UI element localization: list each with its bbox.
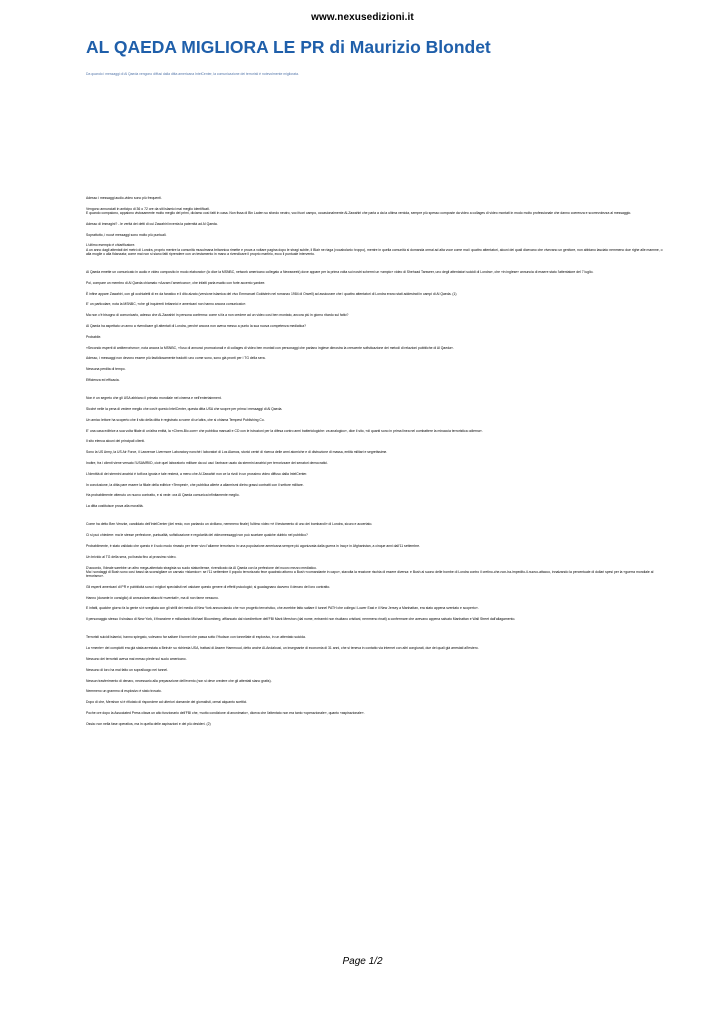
site-url[interactable]: www.nexusedizioni.it xyxy=(311,12,414,23)
body-paragraph: L'identità di dei stermini anatrici è tutt'ora ignota e tale resterà, a meno che Al Zawahiri non ce la rivoli in un prossimo video diffuso dalla IntelCenter. xyxy=(86,471,308,476)
body-paragraph: Soprattutto, i nuovi messaggi sono molto più puntuali. xyxy=(86,232,167,237)
body-paragraph: Nessuna perdita di tempo. xyxy=(86,367,126,372)
body-paragraph: Probabile. xyxy=(86,334,102,339)
body-paragraph: Gli esperti americani di PR e pubblicità sono i migliori specialisti nel valutare questo genere di effetti psicologici; si guadagnano davvero il denaro del loro contratto. xyxy=(86,584,331,589)
body-paragraph: Ma non c'è bisogno di comunicarlo, adesso che Al-Zawahiri in persona conferma: come si fa a non credere ad un video così ben montato, ancora più in giorno ritardo sul fatto? xyxy=(86,313,349,318)
body-paragraph: La ditta costituisce prova alla moralità. xyxy=(86,504,144,509)
body-paragraph: La «mente» dei complotti era già stata arrestata a Beirut» su richiesta USA, trattasi di Assem Hammoud, detto anche Al-Andalousi, un insegnante di economia di 31 anni, che si teneva in contatto via internet con altri congiurati, due dei quali già arrestati all'estero. xyxy=(86,646,479,651)
body-paragraph: Vengono annunciati in anticipo di 36 o 72 ore da siti islamici mai meglio identificati. E quando compaiono, appaiono vistosamente molto meglio del primi, diciamo così fatti in casa. Non fissa di Bin Laden su sfondo neutro, voci fuori campo, occasionalmente Al-Zawahiri che parla a da la ultima ventola, sempre più spesso composte da video a collages di video montati in modo molto professionale che danno coerenza e scorrevolezza al messaggio. xyxy=(86,206,632,215)
body-paragraph: D'accordo, l'ideale sarebbe un altro mega-attentato stragista su suolo statunitense, rivendicato da Al Qaeda con la perfezione del nuovo mezzo mediatico. Ma i sondaggi di Bush sono così bassi da sconsigliare un carnaio «islamico»: se l'11 settembre il popolo terrorizzato fece quadrato attorno a Bush «comandante in capo», stavolta la reazione rischia di essere diversa: e Bush al suono delle bombe di Londra contro il cretino-che-non-ha-impedito-il-nuovo-attacco, innalzando la percentuale di dollari spesi per la «guerra mondiale al terrorismo». xyxy=(86,565,654,578)
body-paragraph: Come ha detto Ben Venzke, candidato dell'IntelCenter (del resto, non parlando un civiliano, nemmeno finale) l'ultimo video «è il testamento di uno dei bombaroli» di Londra, sicuro e accertato. xyxy=(86,522,373,527)
page-number: Page 1/2 xyxy=(342,956,383,967)
body-paragraph: E' una casa editrice a sua volta filiale di un'altra entità, la «Chem-Bio.com» che pubblica manuali e CD con le istruzioni per la difesa contro armi batteriologiche: va analogico», dice il sito, «di quanti sono in prima linea nel combattere la minaccia terroristica odierna». xyxy=(86,428,483,433)
body-paragraph: Un brivido al TG della sera, poi basta fino al prossimo video. xyxy=(86,554,177,559)
body-paragraph: In conclusione, la ditta pare essere la filiale della editrice «Tempest», che pubblica allerte a allarmismi dietro grassi contratti con il settore militare. xyxy=(86,482,304,487)
article-title: AL QAEDA MIGLIORA LE PR di Maurizio Blondet xyxy=(86,37,491,57)
body-paragraph: Efficienza ed efficacia. xyxy=(86,377,120,382)
body-paragraph: Il personaggio stesso il sindaco di New York, il finanziere e miliardario Michael Bloomberg, affiancato dal vicedirettore dell'FBI Mark Mershon (dal nome, entrambi non risultano cristiani, nemmeno rinati) a confermare che avevano appena salvato Manhattan e Wall Street dall'allagamento. xyxy=(86,617,516,622)
body-paragraph: Adesso, i messaggi non devono essere più fastidiosamente tradotti: uno come sono, sono già pronti per i TG della sera. xyxy=(86,356,266,361)
body-paragraph: Poche ore dopo la Associated Press citava un alto funzionario dell'FBI che, «sotto condizione di anonimato», diceva che l'attentato non era tanto «operazionale», quanto «aspirazionale». xyxy=(86,710,365,715)
body-paragraph: E' un particolare, nota la MSNBC, «che gli inquirenti britannici e americani non hanno ancora comunicato». xyxy=(86,302,247,307)
body-paragraph: Non è un segreto che gli USA abbiano il primato mondiale nel cinema e nell'entertainment. xyxy=(86,396,222,401)
body-paragraph: Terroristi suicidi islamici, hanno spiegato, volevano far saltare il tunnel che passa sotto l'Hudson con tonnellate di esplosivo, in un attentato suicida. xyxy=(86,635,306,640)
body-paragraph: Poi, compare un membro di Al Qaeda chiamato «Azzam l'americano», che infatti parla esatto con forte accento yankee. xyxy=(86,280,266,285)
body-paragraph: Nemmeno un grammo di esplosivo è stato trovato. xyxy=(86,689,162,694)
body-paragraph: Al Qaeda emette un comunicato in audio e video composito in modo elaborato» (lo dice la MSNBC, network americano collegato a Newsweek) dove appare per la prima volta sui nostri schermi un «ampio» video di Shehzad Tanweer, uno degli attentatori suicidi di Londra», che «in inglese» annuncia di essere stato l'attentatore del 7 luglio. xyxy=(86,270,594,274)
body-paragraph: Nessun trasferimento di denaro, necessario alla preparazione dell'evento (non si deve credere che gli attentati siano gratis). xyxy=(86,678,272,683)
body-paragraph: Sono la US Army, la US Air Force, il Lawrence Livermore Laboratory nonché i laboratori di Los Alamos, storici centri di ricerca delle armi atomiche e di distruzione di massa, entità militari e segretissime. xyxy=(86,450,388,455)
body-paragraph: Ossia: non nella fase operativa, ma in quella delle aspirazioni e dei più desideri. (2) xyxy=(86,721,211,726)
body-paragraph: Inoltre, fra i clienti viene versato l'USAMRIID, cioè quel laboratorio militare da cui uscì l'antrace usato da stermini anatrici per terrorizzare dei senatori democratici. xyxy=(86,460,328,465)
body-paragraph: Probabilmente, è stato validato che questo è il solo modo rimasto per tener vivo l'allarme terrorismo in una popolazione americana sempre più agonizzata dalla guerra in Iraq e in Afghanistan, a cinque anni dall'11 settembre. xyxy=(86,543,421,548)
body-paragraph: «Secondo esperti di antiterrorismo», nota ancora la MSNBC, «l'uso di annunci promozionali e di collages di video ben montati con personaggi che parlano inglese dimostra la crescente sofisticazione dei metodi di relazioni pubbliche di Al Qaeda». xyxy=(86,345,454,350)
body-paragraph: È infine appare Zawahiri, con gli occhialetti di ex da fanatico e il dito alzato (versione islamica del vivo Emmanuel Goldstein nel romanzo 1984 di Orwell) ad assicurare che i quattro attentatori di Londra erano stati addestrati in campi di Al Qaeda. (1) xyxy=(86,291,457,296)
body-paragraph: Sicché nelle la pena di vedere meglio che cos'è questo IntelCenter, questa ditta USA che scopre per prima i messaggi di Al Qaeda. xyxy=(86,406,283,411)
body-paragraph: Nessuno dei terroristi aveva mai messo piede sul suolo americano. xyxy=(86,656,187,661)
body-paragraph: L'ultimo esempio è chiarificatore. A un anno dagli attentati dei metrò di Londra, proprio mentre la comunità musulmana britannica rimette e prova a voltare pagina dopo le stragi subite, il Blair ne riaga (vocabolario: troppo), mentre in quella comunità si domanda ormai ad alta voce come mai i quattro attentatori, alcuni dei quali dicevano che vivevano un genitore, non abbiano lasciato nemmeno due righe alle mamme, o alla moglie o alla fidanzata; come mai non si siano fatti riprendere con un testamento in mano a rivendicare il proprio martirio, ecco il puntuale intervento. xyxy=(86,243,663,256)
body-paragraph: Hanno (durante in consiglio) di annunciare attacchi «sventati», ma di non farne nessuno. xyxy=(86,595,219,600)
body-paragraph: Al Qaeda ha aspettato un anno a rivendicare gli attentati di Londra, perché ancora non aveva messo a punto la sua nuova competenza mediatica? xyxy=(86,323,306,328)
body-paragraph: Nessuno di loro ha mai fatto un sopralluogo nei tunnel. xyxy=(86,667,168,672)
body-paragraph: Ha probabilmente ottenuto un nuovo contratto, e si vede: ora Al Qaeda comunica infinitamente meglio. xyxy=(86,493,240,498)
body-paragraph: Ci si può chiedere: ma le stesse perfezione, puntualità, sofisticazione e regolarità del videomessaggi non può scartare qualche dubbio nel pubblico? xyxy=(86,533,308,538)
article-subtitle: Da quando i messaggi di Al Qaeda vengono diffusi dalla ditta americana IntelCenter, la comunicazione dei terroristi è notevolmente migliorata. xyxy=(86,72,299,76)
body-paragraph: E infatti, qualche giorno fa la gente si è svegliata con gli strilli dei media di New York annunciando che «un progetto terroristico, che avrebbe fatto saltare il tunnel PATH che collega i Lower East e il New Jersey a Manhattan, era stato appena sventato e scoperto». xyxy=(86,606,479,611)
body-paragraph: Un amico lettore ha scoperto che il sito della ditta è registrato a nome di un'altra, che si chiama Tempest Publishing Co. xyxy=(86,417,265,422)
body-paragraph: Il sito elenca alcuni dei principali clienti. xyxy=(86,439,145,444)
article-body xyxy=(86,196,664,733)
body-paragraph: Dopo di che, Mershon si è rifiutato di rispondere ad ulteriori domande dei giornalisti, ormai alquanto scettici. xyxy=(86,700,248,705)
body-paragraph: Adesso i messaggi audio-video sono più frequenti. xyxy=(86,196,162,200)
body-paragraph: Adesso di immagini? - le verità dei detti di cui Zawahiri inventa la paternità ad Al Qaeda. xyxy=(86,221,218,226)
